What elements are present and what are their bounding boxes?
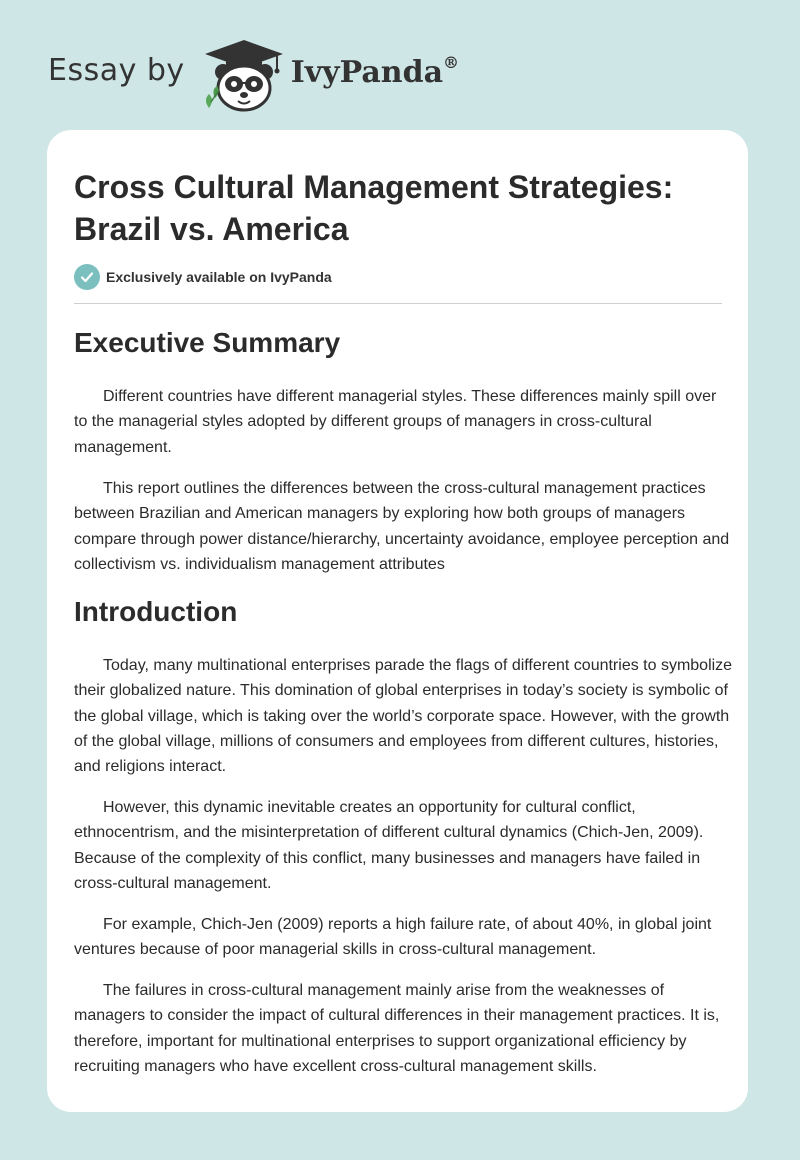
essay-card xyxy=(47,130,748,1112)
essay-by-label: Essay by xyxy=(48,52,185,88)
exclusive-badge xyxy=(74,264,332,290)
paragraph: For example, Chich-Jen (2009) reports a high failure rate, of about 40%, in global joint ventures because of poor managerial skills in cross-cultural management. xyxy=(74,916,712,959)
paragraph: Today, many multinational enterprises parade the flags of different countries to symbolize their globalized nature. This domination of global enterprises in today’s society is symbolic of the global village, which is taking over the world’s corporate space. However, with the growth of the global village, millions of consumers and employees from different cultures, histories, and religions interact. xyxy=(74,657,733,776)
panda-mascot-icon xyxy=(199,36,289,112)
section-heading-executive-summary: Executive Summary xyxy=(74,327,341,358)
ivypanda-brand-name: IvyPanda® xyxy=(290,52,460,90)
paragraph: Different countries have different managerial styles. These differences mainly spill over to the managerial styles adopted by different groups of managers in cross-cultural management. xyxy=(74,388,717,456)
paragraph: However, this dynamic inevitable creates an opportunity for cultural conflict, ethnocentrism, and the misinterpretation of different cultural dynamics (Chich-Jen, 2009). Because of the complexity of this conflict, many businesses and managers have failed in cross-cultural management. xyxy=(74,799,704,892)
paragraph: The failures in cross-cultural management mainly arise from the weaknesses of managers to consider the impact of cultural differences in their management practices. It is, therefore, important for multinational enterprises to support organizational efficiency by recruiting managers who have excellent cross-cultural management skills. xyxy=(74,982,720,1075)
divider xyxy=(74,303,722,304)
ivypanda-logo[interactable] xyxy=(199,36,289,112)
exclusive-label: Exclusively available on IvyPanda xyxy=(106,269,332,285)
site-header xyxy=(48,34,459,114)
check-icon xyxy=(74,264,100,290)
page-title: Cross Cultural Management Strategies: Brazil vs. America xyxy=(74,169,674,247)
paragraph: This report outlines the differences between the cross-cultural management practices between Brazilian and American managers by exploring how both groups of managers compare through power distance/hierarchy, uncertainty avoidance, employee perception and collectivism vs. individualism management attributes xyxy=(74,480,730,573)
section-heading-introduction: Introduction xyxy=(74,596,238,627)
